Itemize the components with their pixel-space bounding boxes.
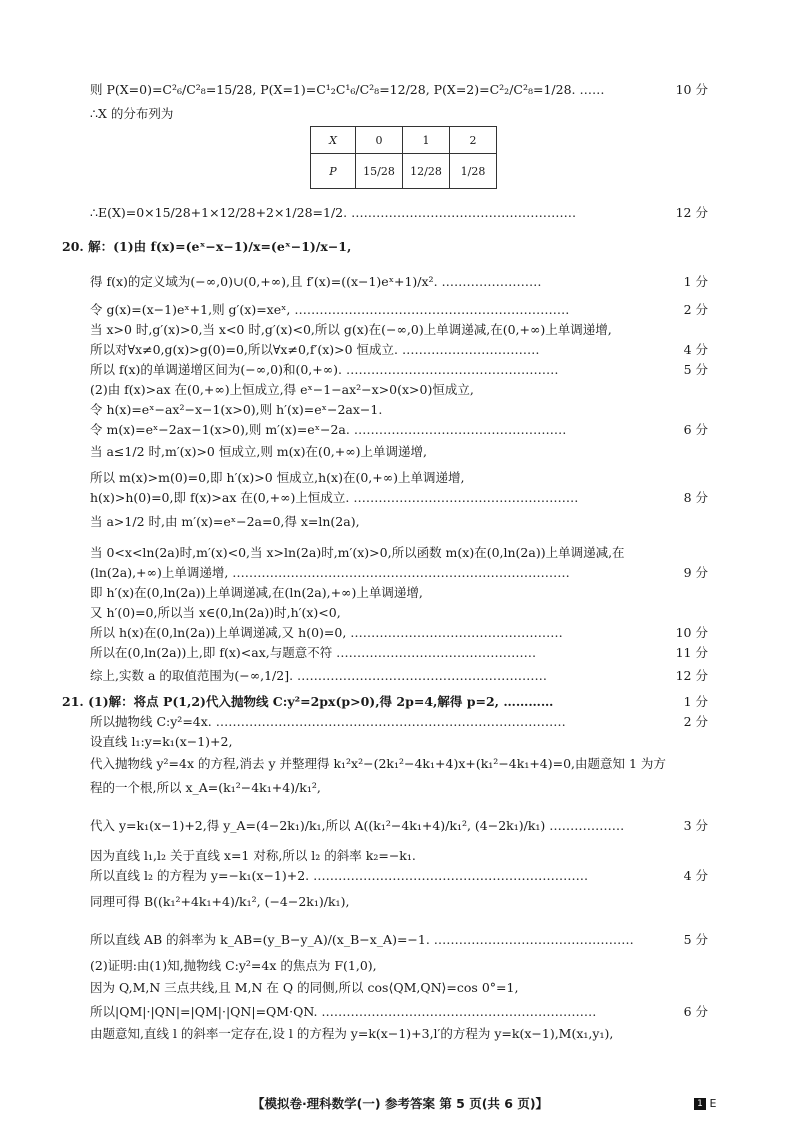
line-text: 所以抛物线 C:y²=4x. ………………………………………………………………………… [90,714,566,729]
line-18 [0,563,800,583]
line-text: 综上,实数 a 的取值范围为(−∞,1/2]. …………………………………………………… [90,668,548,683]
line-28 [0,772,800,804]
score-mark: 9 分 [683,565,708,580]
line-text: 得 f(x)的定义域为(−∞,0)∪(0,+∞),且 f′(x)=((x−1)eˣ+1)/x². …………………… [90,274,542,289]
line-11 [0,400,800,420]
score-mark: 6 分 [683,422,708,437]
line-text: 所以 h(x)在(0,ln(2a))上单调递减,又 h(0)=0, …………………………………………… [90,625,563,640]
line-7 [0,320,800,340]
corner-mark [694,1096,716,1112]
line-3 [0,203,800,223]
line-text: 令 g(x)=(x−1)eˣ+1,则 g′(x)=xeˣ, ………………………………………………………… [90,302,570,317]
table-header-2: 2 [450,127,497,154]
score-mark: 10 分 [675,625,708,640]
corner-letter: E [709,1097,717,1110]
line-text: 所以对∀x≠0,g(x)>g(0)=0,所以∀x≠0,f′(x)>0 恒成立. …………………………… [90,342,540,357]
line-20 [0,603,800,623]
score-mark: 10 分 [675,82,708,97]
score-mark: 12 分 [675,205,708,220]
line-13 [0,436,800,468]
line-text: 由题意知,直线 l 的斜率一定存在,设 l 的方程为 y=k(x−1)+3,l′的方程为 y=k(x−1),M(x₁,y₁), [90,1026,614,1041]
table-header-0: 0 [356,127,403,154]
line-32 [0,886,800,918]
line-text: (2)证明:由(1)知,抛物线 C:y²=4x 的焦点为 F(1,0), [90,958,377,973]
footer-text: 【模拟卷·理科数学(一) 参考答案 第 5 页(共 6 页)】 [251,1096,549,1111]
line-text: 又 h′(0)=0,所以当 x∈(0,ln(2a))时,h′(x)<0, [90,605,341,620]
table-header-row [311,127,497,154]
score-mark: 6 分 [683,1004,708,1019]
line-29 [0,810,800,842]
table-cell: 12/28 [403,154,450,189]
line-10 [0,380,800,400]
line-15 [0,488,800,508]
score-mark: 1 分 [683,694,708,709]
line-text: 所以直线 l₂ 的方程为 y=−k₁(x−1)+2. ………………………………………………………… [90,868,589,883]
line-27 [0,754,800,774]
question-21-start: 21. (1)解：将点 P(1,2)代入抛物线 C:y²=2px(p>0),得 2p=4,解得 p=2, ………… [62,694,554,709]
table-row-p [311,154,497,189]
table-header-x: X [311,127,356,154]
line-25 [0,712,800,732]
score-mark: 5 分 [683,932,708,947]
table-header-1: 1 [403,127,450,154]
line-text: 所以 f(x)的单调递增区间为(−∞,0)和(0,+∞). …………………………………………… [90,362,559,377]
distribution-table [310,126,497,189]
line-9 [0,360,800,380]
line-33 [0,924,800,956]
line-text: 所以|QM|·|QN|=|QM|·|QN|=QM·QN. ………………………………………………………… [90,1004,597,1019]
line-23 [0,660,800,692]
line-text: ∴E(X)=0×15/28+1×12/28+2×1/28=1/2. ……………………………………………… [90,205,577,220]
line-2 [0,104,800,124]
line-17 [0,543,800,563]
line-text: 当 a≤1/2 时,m′(x)>0 恒成立,则 m(x)在(0,+∞)上单调递增, [90,444,428,459]
score-mark: 11 分 [675,645,708,660]
line-34 [0,956,800,976]
line-text: (ln(2a),+∞)上单调递增, ……………………………………………………………………… [90,565,570,580]
line-26 [0,732,800,752]
line-text: 代入抛物线 y²=4x 的方程,消去 y 并整理得 k₁²x²−(2k₁²−4k₁+4)x+(k₁²−4k₁+4)=0,由题意知 1 为方 [90,756,666,771]
table-row-label: P [311,154,356,189]
line-text: 所以 m(x)>m(0)=0,即 h′(x)>0 恒成立,h(x)在(0,+∞)上单调递增, [90,470,465,485]
line-text: 则 P(X=0)=C²₆/C²₈=15/28, P(X=1)=C¹₂C¹₆/C²₈=12/28, P(X=2)=C²₂/C²₈=1/28. …… [90,82,605,97]
line-text: 因为直线 l₁,l₂ 关于直线 x=1 对称,所以 l₂ 的斜率 k₂=−k₁. [90,848,416,863]
line-text: 设直线 l₁:y=k₁(x−1)+2, [90,734,233,749]
line-37 [0,1024,800,1044]
line-21 [0,623,800,643]
line-text: 程的一个根,所以 x_A=(k₁²−4k₁+4)/k₁², [90,780,321,795]
table-cell: 15/28 [356,154,403,189]
line-text: ∴X 的分布列为 [90,106,174,121]
score-mark: 2 分 [683,714,708,729]
score-mark: 12 分 [675,668,708,683]
line-text: 即 h′(x)在(0,ln(2a))上单调递减,在(ln(2a),+∞)上单调递增, [90,585,423,600]
line-6 [0,300,800,320]
score-mark: 1 分 [683,274,708,289]
line-24 [0,692,800,712]
line-text: 当 x>0 时,g′(x)>0,当 x<0 时,g′(x)<0,所以 g(x)在(−∞,0)上单调递减,在(0,+∞)上单调递增, [90,322,612,337]
line-text: 当 a>1/2 时,由 m′(x)=eˣ−2a=0,得 x=ln(2a), [90,514,360,529]
line-text: h(x)>h(0)=0,即 f(x)>ax 在(0,+∞)上恒成立. ……………………………………………… [90,490,579,505]
table-cell: 1/28 [450,154,497,189]
line-4 [0,237,800,257]
score-mark: 5 分 [683,362,708,377]
line-text: 代入 y=k₁(x−1)+2,得 y_A=(4−2k₁)/k₁,所以 A((k₁²−4k₁+4)/k₁², (4−2k₁)/k₁) ……………… [90,818,625,833]
line-35 [0,978,800,998]
line-16 [0,506,800,538]
line-text: 所以在(0,ln(2a))上,即 f(x)<ax,与题意不符 ………………………………………… [90,645,537,660]
line-text: 令 h(x)=eˣ−ax²−x−1(x>0),则 h′(x)=eˣ−2ax−1. [90,402,383,417]
line-text: 令 m(x)=eˣ−2ax−1(x>0),则 m′(x)=eˣ−2a. …………………………………………… [90,422,567,437]
corner-box-icon: 1 [694,1098,706,1110]
question-20-start: 20. 解：(1)由 f(x)=(eˣ−x−1)/x=(eˣ−1)/x−1, [62,239,352,254]
score-mark: 2 分 [683,302,708,317]
line-text: 同理可得 B((k₁²+4k₁+4)/k₁², (−4−2k₁)/k₁), [90,894,350,909]
line-8 [0,340,800,360]
line-text: 所以直线 AB 的斜率为 k_AB=(y_B−y_A)/(x_B−x_A)=−1. ………………………………………… [90,932,634,947]
line-36 [0,1002,800,1022]
page-footer [0,1094,800,1114]
score-mark: 4 分 [683,868,708,883]
line-text: (2)由 f(x)>ax 在(0,+∞)上恒成立,得 eˣ−1−ax²−x>0(x>0)恒成立, [90,382,474,397]
score-mark: 8 分 [683,490,708,505]
score-mark: 4 分 [683,342,708,357]
line-14 [0,468,800,488]
line-1 [0,80,800,100]
line-5 [0,272,800,292]
line-19 [0,583,800,603]
line-31 [0,866,800,886]
line-30 [0,846,800,866]
line-text: 因为 Q,M,N 三点共线,且 M,N 在 Q 的同侧,所以 cos⟨QM,QN⟩=cos 0°=1, [90,980,519,995]
score-mark: 3 分 [683,818,708,833]
line-text: 当 0<x<ln(2a)时,m′(x)<0,当 x>ln(2a)时,m′(x)>0,所以函数 m(x)在(0,ln(2a))上单调递减,在 [90,545,625,560]
